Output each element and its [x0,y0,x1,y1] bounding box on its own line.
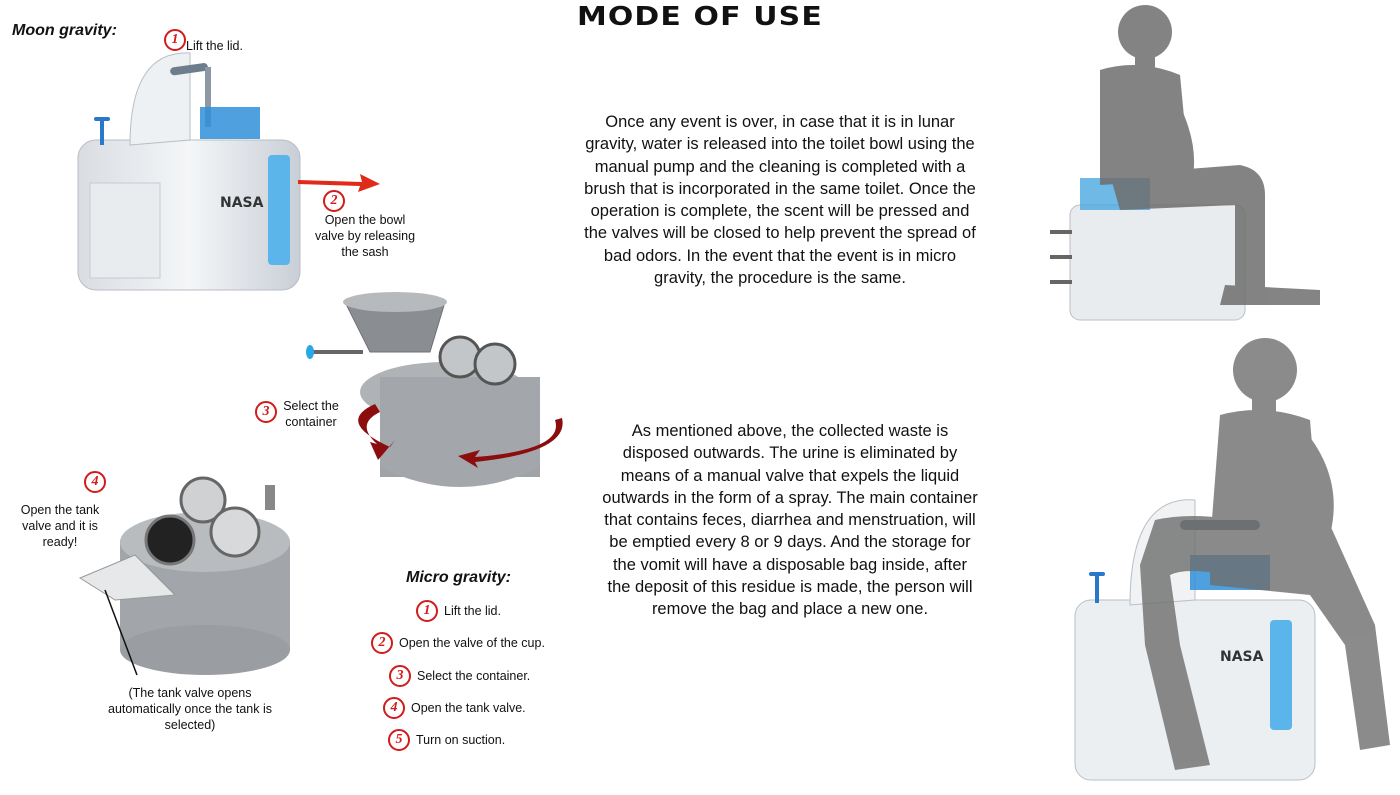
step-number-1: 1 [164,29,186,51]
step-number-2: 2 [371,632,393,654]
micro-step-2-text: Open the valve of the cup. [399,636,545,650]
toilet-illustration [70,45,310,305]
nasa-logo-2: NASA [1220,649,1264,665]
step-number-1: 1 [416,600,438,622]
nasa-logo: NASA [220,195,264,211]
disposal-paragraph: As mentioned above, the collected waste is disposed outwards. The urine is eliminated by means of a manual valve that expels the liquid outwards in the form of a spray. The main container that contains feces, diarrhea and menstruation, will be emptied every 8 or 9 days. And the storage for the vomit will have a disposable bag inside, after the deposit of this residue is made, the person will remove the bag and place a new one. [602,422,978,619]
micro-step-5 [388,729,505,751]
micro-step-2 [371,632,545,654]
step-number-2: 2 [323,190,345,212]
step-number-5: 5 [388,729,410,751]
micro-step-3 [389,665,530,687]
step-number-4: 4 [383,697,405,719]
micro-step-4-text: Open the tank valve. [411,701,526,715]
person-using-toilet-illustration [1060,325,1395,790]
tank-illustration [75,470,305,685]
moon-step-4-text: Open the tank valve and it is ready! [20,503,100,549]
micro-step-4 [383,697,526,719]
step-number-3: 3 [255,401,277,423]
micro-step-5-text: Turn on suction. [416,733,506,747]
person-seated-illustration [1040,0,1340,325]
step-number-3: 3 [389,665,411,687]
cleaning-paragraph: Once any event is over, in case that it is in lunar gravity, water is released into the toilet bowl using the manual pump and the cleaning is completed with a brush that is incorporated in the same toilet. Once the operation is complete, the scent will be pressed and the valves will be closed to help prevent the spread of bad odors. In the event that the event is in micro gravity, the procedure is the same. [584,113,976,288]
micro-step-3-text: Select the container. [417,669,531,683]
moon-gravity-heading: Moon gravity: [12,22,117,39]
tank-note: (The tank valve opens automatically once the tank is selected) [108,686,272,732]
micro-step-1-text: Lift the lid. [444,604,501,618]
moon-step-2-text: Open the bowl valve by releasing the sash [314,213,416,259]
step-number-4: 4 [84,471,106,493]
moon-step-3-text: Select the container [283,399,339,429]
red-arrow-icon [298,172,382,194]
micro-step-1 [416,600,501,622]
moon-step-1-text: Lift the lid. [186,39,243,53]
page-title: MODE OF USE [577,2,823,32]
micro-gravity-heading: Micro gravity: [406,569,511,586]
